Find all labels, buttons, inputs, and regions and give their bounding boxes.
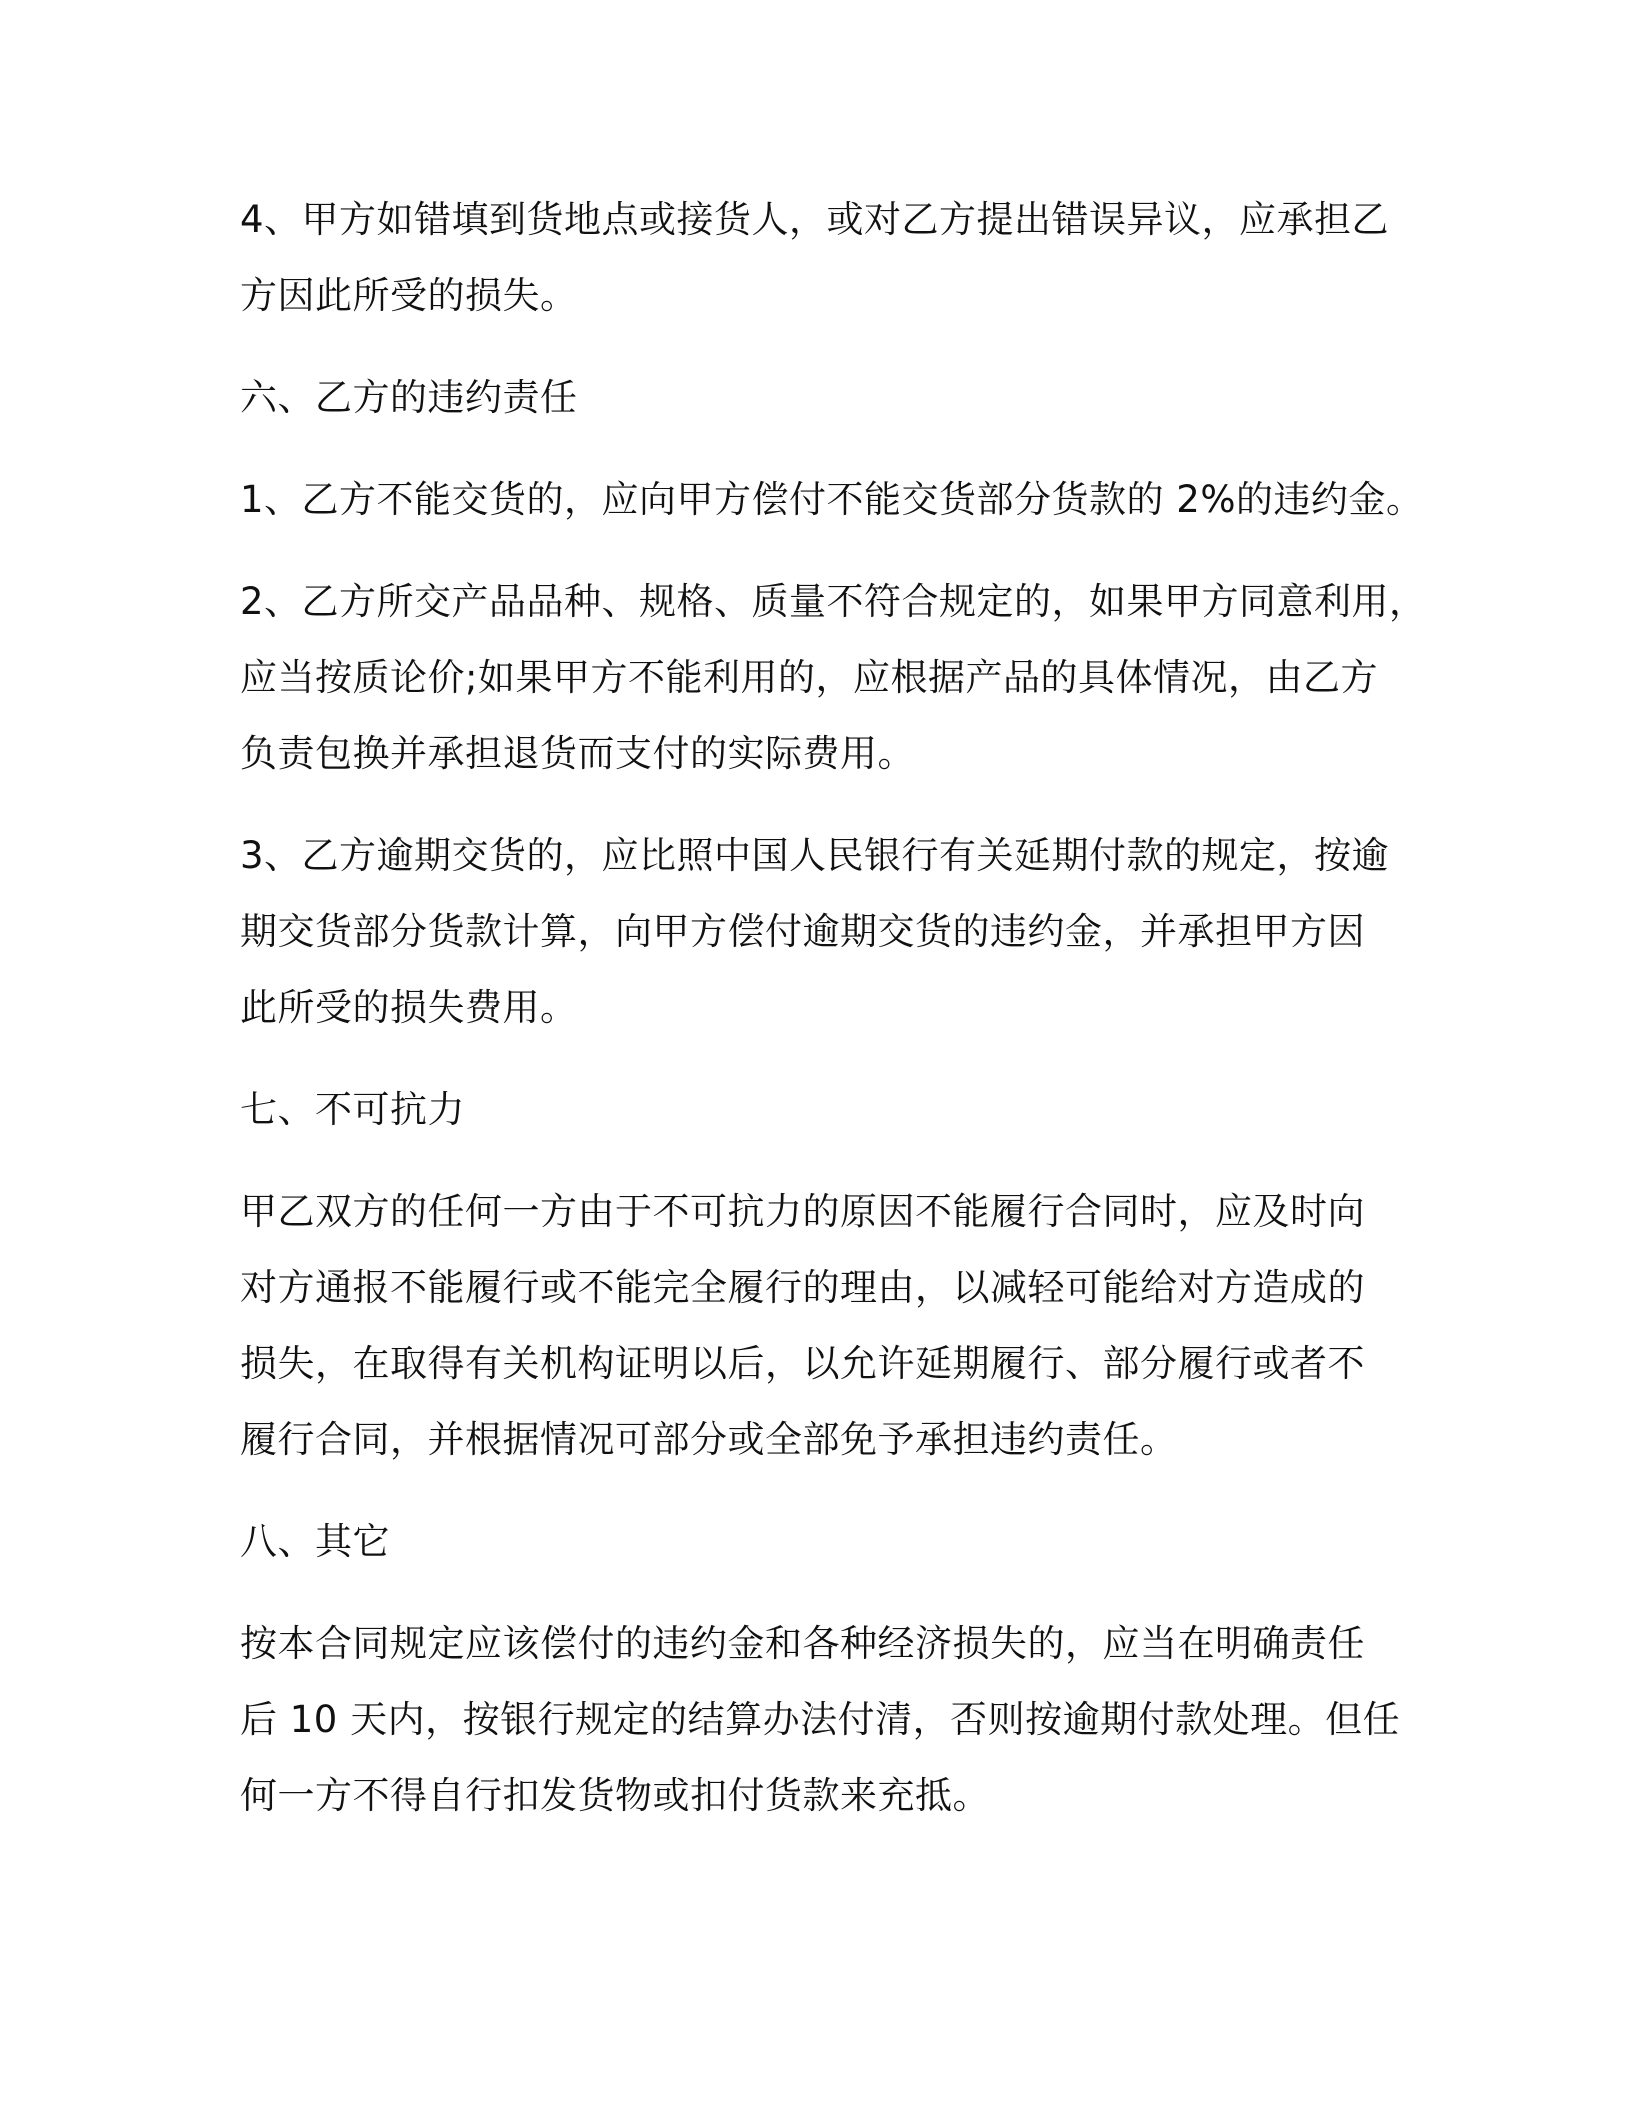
other-clause-line-1: 按本合同规定应该偿付的违约金和各种经济损失的，应当在明确责任 [240,1622,1365,1665]
clause-6-1-line-1: 1、乙方不能交货的，应向甲方偿付不能交货部分货款的 2%的违约金。 [240,478,1424,521]
force-majeure-line-2: 对方通报不能履行或不能完全履行的理由，以减轻可能给对方造成的 [240,1266,1365,1309]
clause-4-line-1: 4、甲方如错填到货地点或接货人，或对乙方提出错误异议，应承担乙 [240,198,1390,241]
clause-6-2-line-1: 2、乙方所交产品品种、规格、质量不符合规定的，如果甲方同意利用， [240,580,1427,623]
section-heading-7: 七、不可抗力 [240,1088,465,1131]
force-majeure-line-1: 甲乙双方的任何一方由于不可抗力的原因不能履行合同时，应及时向 [240,1190,1365,1233]
clause-6-3-line-3: 此所受的损失费用。 [240,986,578,1029]
force-majeure-line-3: 损失，在取得有关机构证明以后，以允许延期履行、部分履行或者不 [240,1342,1365,1385]
other-clause-line-3: 何一方不得自行扣发货物或扣付货款来充抵。 [240,1774,990,1817]
clause-6-2-line-2: 应当按质论价;如果甲方不能利用的，应根据产品的具体情况，由乙方 [240,656,1378,699]
section-heading-6: 六、乙方的违约责任 [240,376,578,419]
other-clause-line-2: 后 10 天内，按银行规定的结算办法付清，否则按逾期付款处理。但任 [240,1698,1401,1741]
clause-6-3-line-2: 期交货部分货款计算，向甲方偿付逾期交货的违约金，并承担甲方因 [240,910,1365,953]
clause-6-3-line-1: 3、乙方逾期交货的，应比照中国人民银行有关延期付款的规定，按逾 [240,834,1390,877]
force-majeure-line-4: 履行合同，并根据情况可部分或全部免予承担违约责任。 [240,1418,1178,1461]
clause-6-2-line-3: 负责包换并承担退货而支付的实际费用。 [240,732,915,775]
section-heading-8: 八、其它 [240,1520,390,1563]
clause-4-line-2: 方因此所受的损失。 [240,274,578,317]
